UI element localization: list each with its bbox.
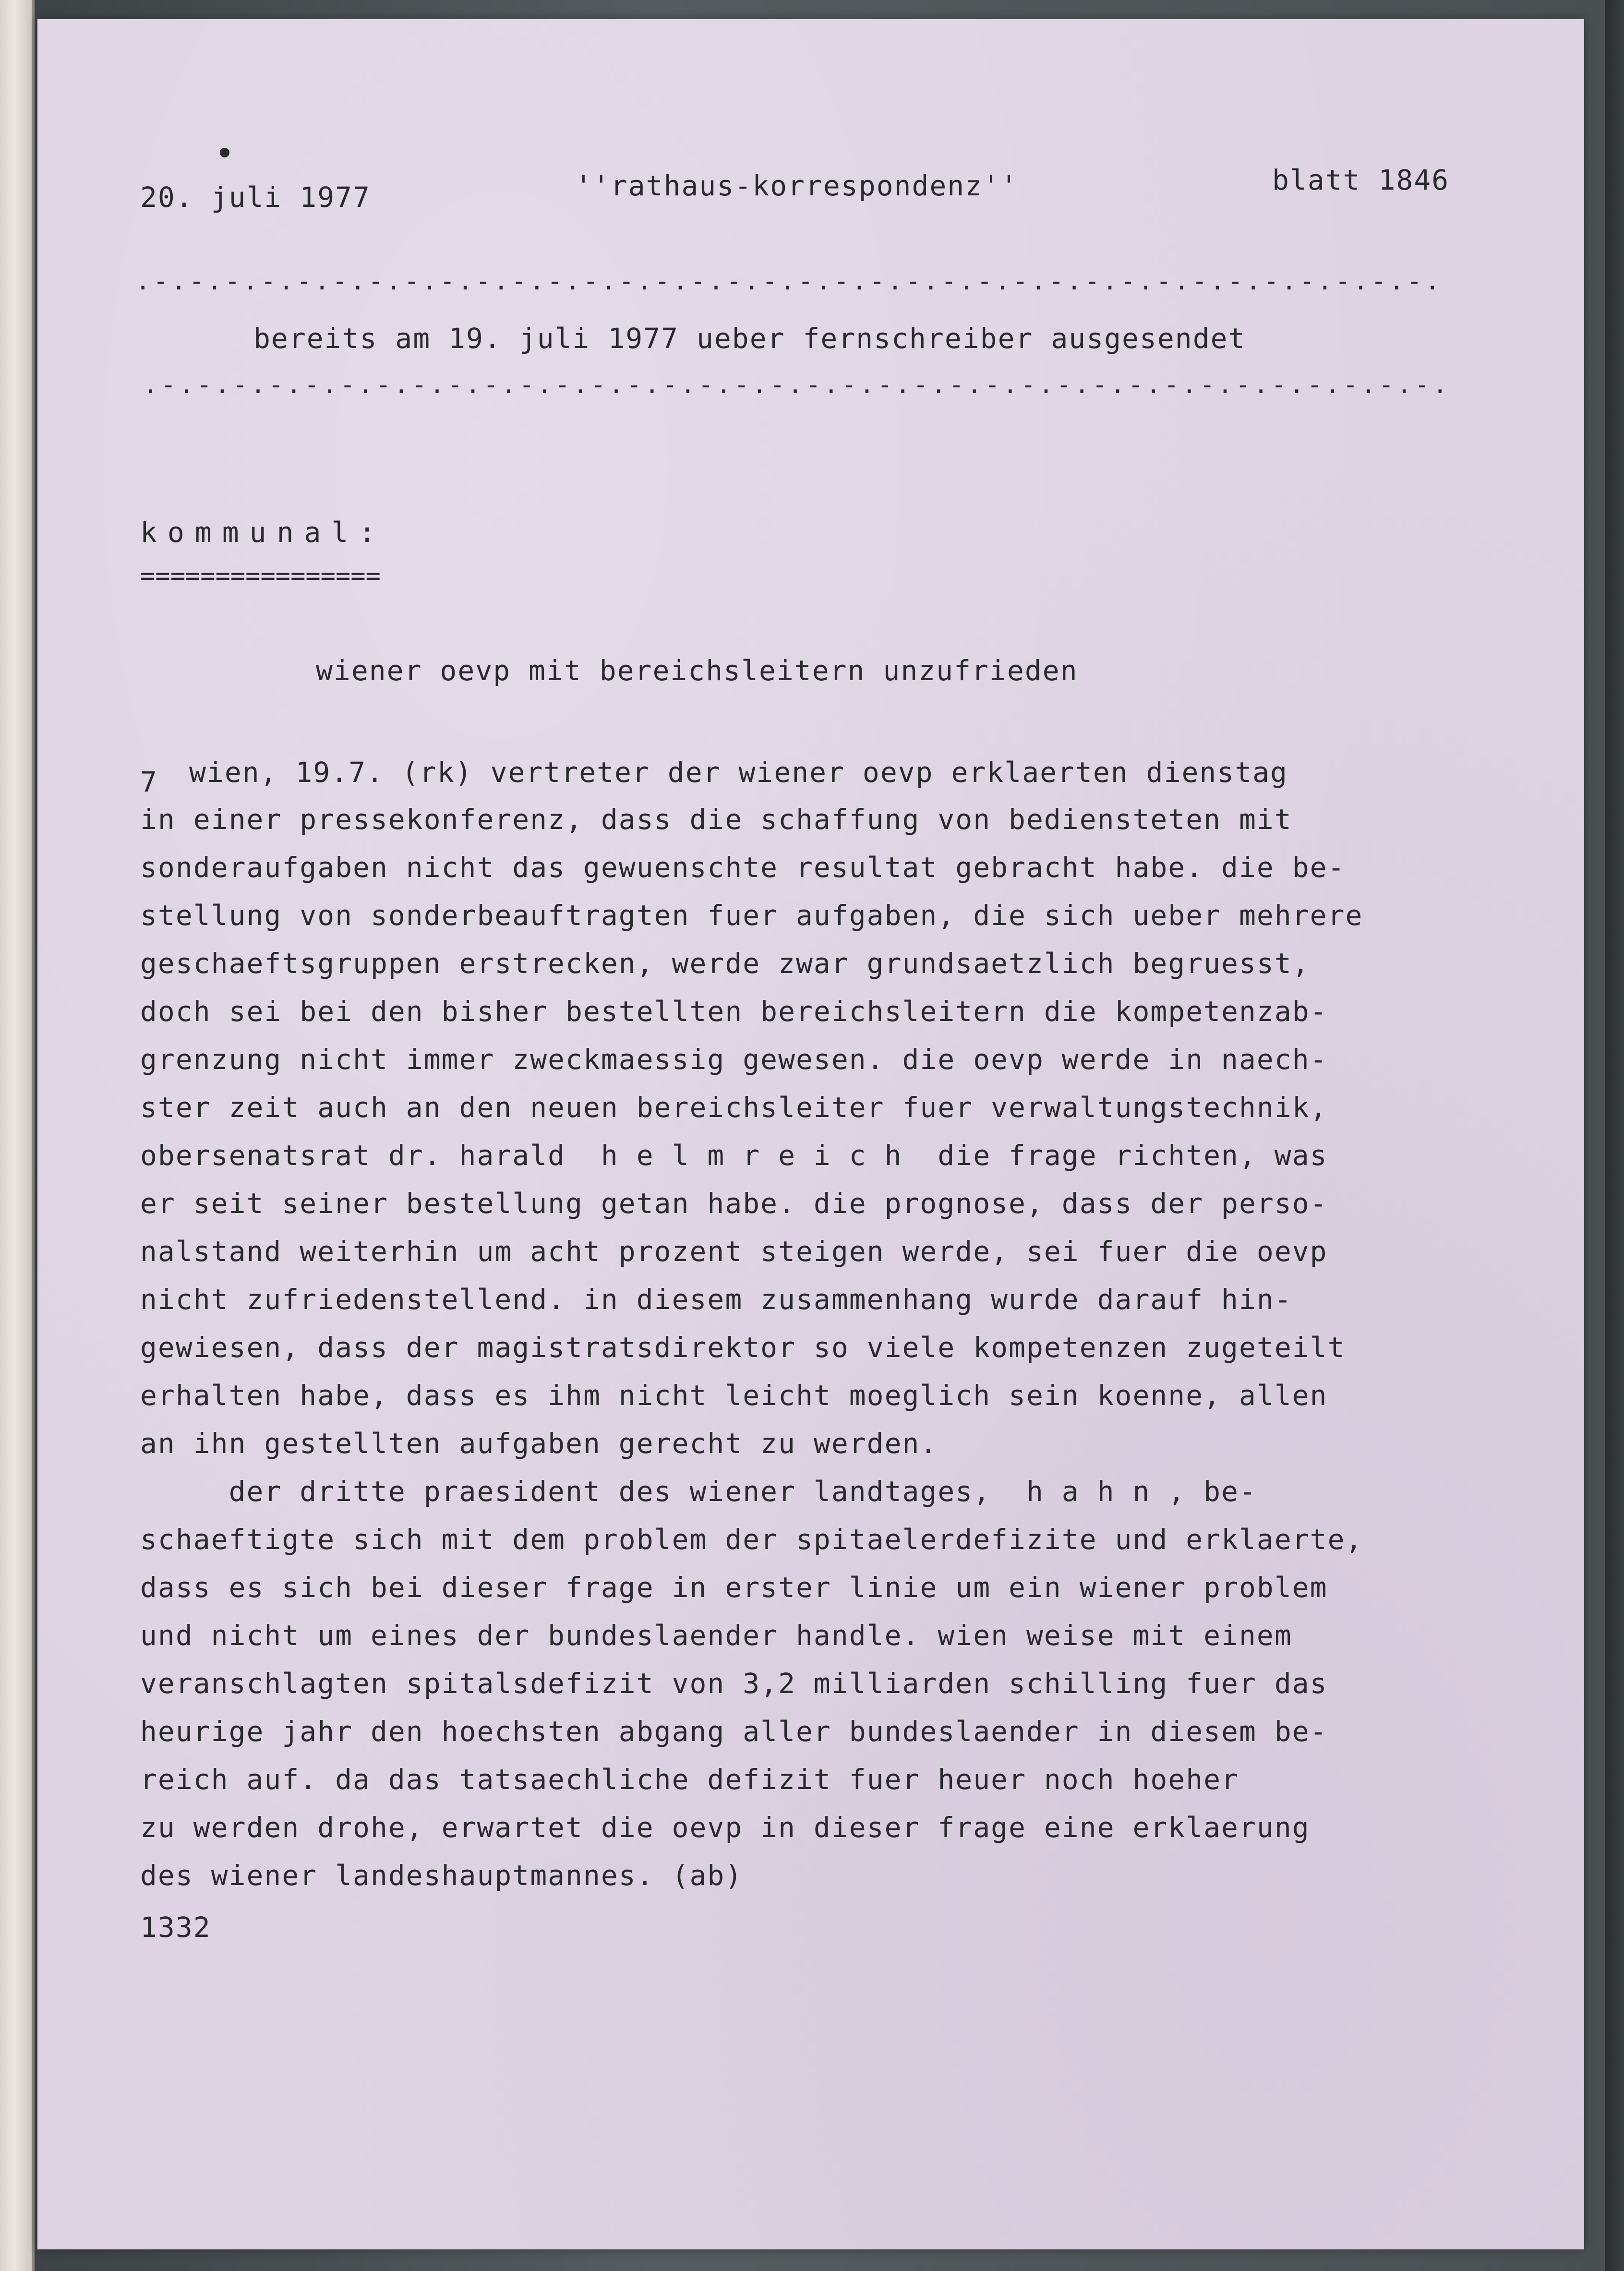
binder-spine [0,0,35,2271]
section-underline: ================ [140,562,381,590]
body-line: stellung von sonderbeauftragten fuer aufgaben, die sich ueber mehrere [140,899,1363,932]
body-line: reich auf. da das tatsaechliche defizit fuer heuer noch hoeher [140,1763,1239,1796]
body-line: erhalten habe, dass es ihm nicht leicht moeglich sein koenne, allen [140,1379,1328,1412]
body-line: ster zeit auch an den neuen bereichsleiter fuer verwaltungstechnik, [140,1091,1328,1124]
body-line: er seit seiner bestellung getan habe. die prognose, dass der perso- [140,1187,1328,1220]
body-line: zu werden drohe, erwartet die oevp in dieser frage eine erklaerung [140,1811,1310,1844]
header-page-label: blatt 1846 [1272,164,1450,196]
body-line: obersenatsrat dr. harald h e l m r e i c h die frage richten, was [140,1139,1328,1172]
reference-number: 1332 [140,1911,211,1944]
body-line: veranschlagten spitalsdefizit von 3,2 milliarden schilling fuer das [140,1667,1328,1700]
body-line: dass es sich bei dieser frage in erster linie um ein wiener problem [140,1571,1328,1604]
body-line: sonderaufgaben nicht das gewuenschte resultat gebracht habe. die be- [140,851,1346,884]
body-line: in einer pressekonferenz, dass die schaffung von bediensteten mit [140,803,1292,836]
body-line: schaeftigte sich mit dem problem der spitaelerdefizite und erklaerte, [140,1523,1363,1556]
header-date: 20. juli 1977 [140,181,371,214]
scan-edge [1605,0,1624,2271]
body-line: gewiesen, dass der magistratsdirektor so viele kompetenzen zugeteilt [140,1331,1346,1364]
ink-speck [220,148,229,157]
body-line: des wiener landeshauptmannes. (ab) [140,1859,743,1892]
broadcast-note: bereits am 19. juli 1977 ueber fernschreiber ausgesendet [253,322,1246,355]
body-line: nicht zufriedenstellend. in diesem zusammenhang wurde darauf hin- [140,1283,1292,1316]
body-line: doch sei bei den bisher bestellten bereichsleitern die kompetenzab- [140,995,1328,1028]
typewritten-page [37,19,1584,2249]
body-line: nalstand weiterhin um acht prozent steigen werde, sei fuer die oevp [140,1235,1328,1268]
body-line: grenzung nicht immer zweckmaessig gewesen. die oevp werde in naech- [140,1043,1328,1076]
header-publication: ''rathaus-korrespondenz'' [575,169,1018,202]
section-label: kommunal: [140,516,386,549]
article-headline: wiener oevp mit bereichsleitern unzufrieden [316,654,1078,687]
body-line: an ihn gestellten aufgaben gerecht zu werden. [140,1427,938,1460]
paragraph-number: 7 [140,766,158,798]
body-line: heurige jahr den hoechsten abgang aller bundeslaender in diesem be- [140,1715,1328,1748]
body-line: der dritte praesident des wiener landtages, h a h n , be- [140,1475,1257,1508]
body-line: und nicht um eines der bundeslaender handle. wien weise mit einem [140,1619,1292,1652]
separator-bottom: .-.-.-.-.-.-.-.-.-.-.-.-.-.-.-.-.-.-.-.-.-.-.-.-.-.-.-.-.-.-.-.-.-.-.-.-. [143,371,1451,399]
separator-top: .-.-.-.-.-.-.-.-.-.-.-.-.-.-.-.-.-.-.-.-.-.-.-.-.-.-.-.-.-.-.-.-.-.-.-.-. [135,267,1443,296]
body-line: wien, 19.7. (rk) vertreter der wiener oevp erklaerten dienstag [189,756,1288,789]
body-line: geschaeftsgruppen erstrecken, werde zwar grundsaetzlich begruesst, [140,947,1310,980]
